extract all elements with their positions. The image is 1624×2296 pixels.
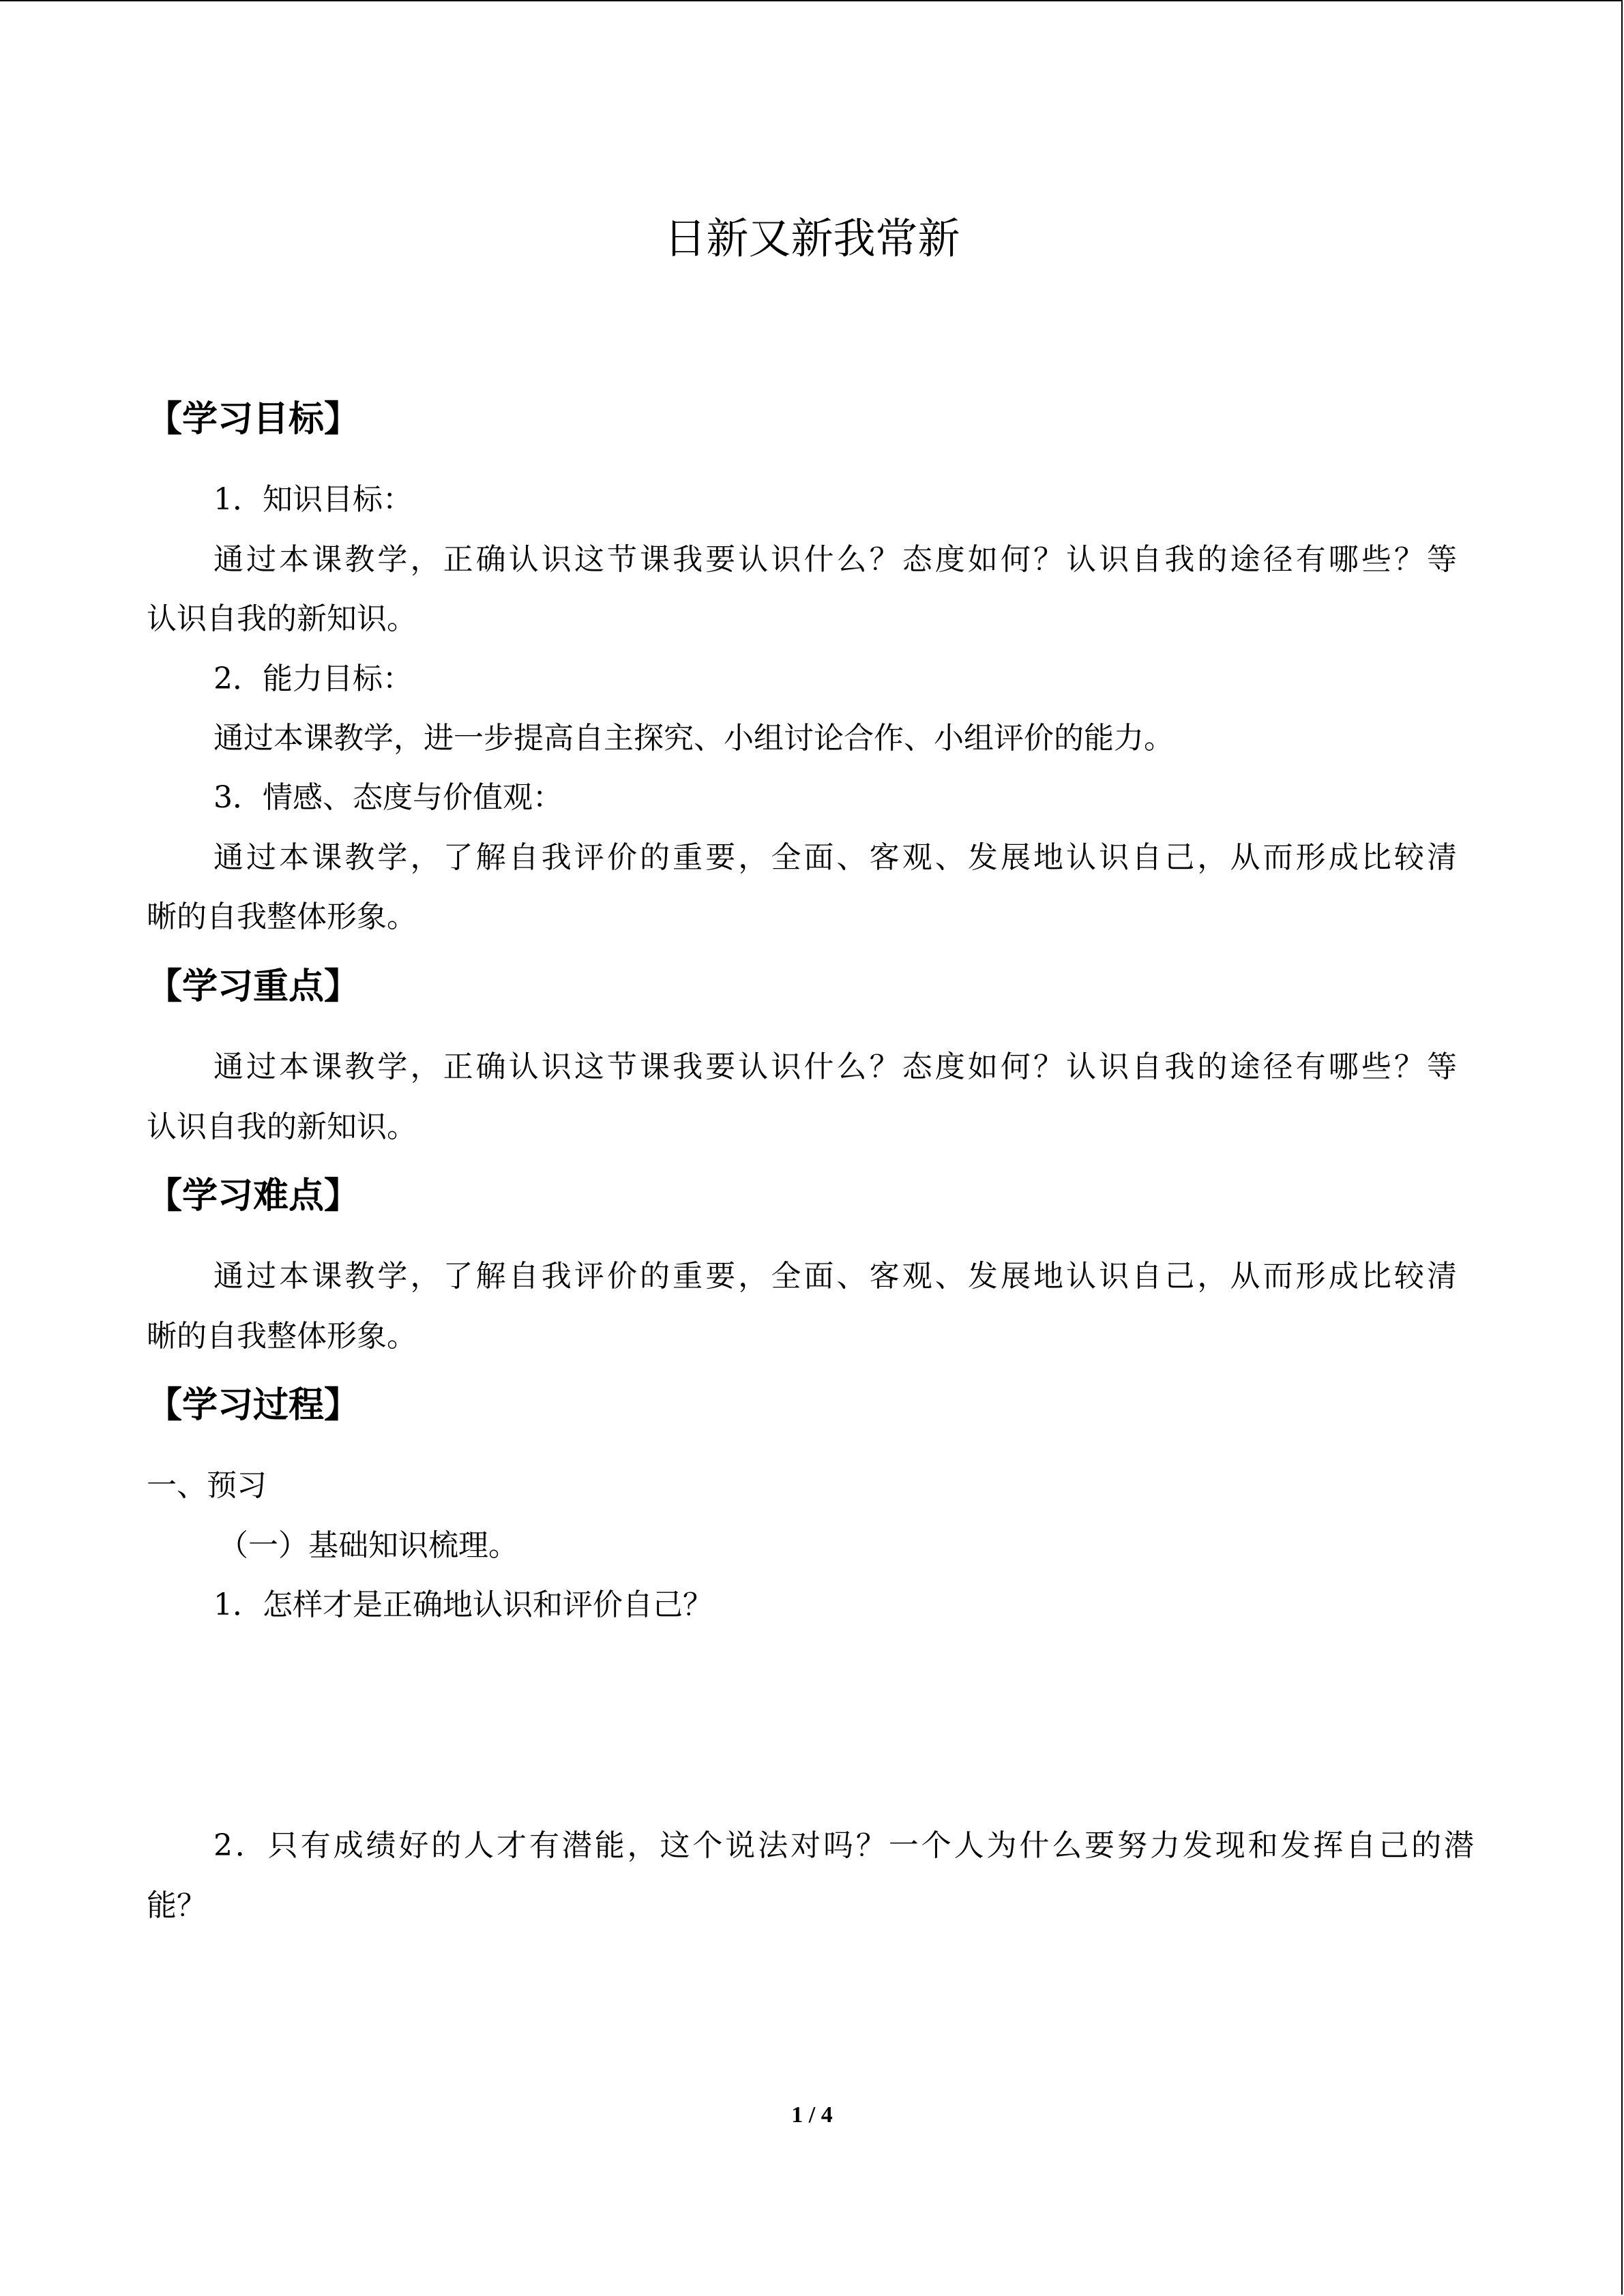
page-number: 1 / 4 — [791, 2102, 833, 2128]
key-points-text-line2: 认识自我的新知识。 — [147, 1109, 417, 1144]
objective-ability-label: 2．能力目标： — [213, 661, 413, 696]
objective-knowledge-label: 1．知识目标： — [213, 482, 413, 517]
objective-knowledge-text-line2: 认识自我的新知识。 — [147, 601, 417, 636]
objectives-heading: 【学习目标】 — [147, 399, 360, 440]
key-points-heading: 【学习重点】 — [147, 966, 360, 1007]
objective-knowledge-text-line1: 通过本课教学，正确认识这节课我要认识什么？态度如何？认识自我的途径有哪些？等 — [213, 542, 1457, 577]
objective-ability-text: 通过本课教学，进一步提高自主探究、小组讨论合作、小组评价的能力。 — [213, 721, 1174, 756]
question-2-line2: 能？ — [147, 1888, 207, 1923]
objective-emotion-label: 3．情感、态度与价值观： — [213, 780, 563, 815]
key-points-text-line1: 通过本课教学，正确认识这节课我要认识什么？态度如何？认识自我的途径有哪些？等 — [213, 1049, 1457, 1084]
question-1: 1．怎样才是正确地认识和评价自己？ — [213, 1587, 713, 1622]
process-heading: 【学习过程】 — [147, 1385, 360, 1426]
difficulties-text-line2: 晰的自我整体形象。 — [147, 1319, 417, 1354]
question-2-line1: 2．只有成绩好的人才有潜能，这个说法对吗？一个人为什么要努力发现和发挥自己的潜 — [213, 1828, 1474, 1863]
difficulties-heading: 【学习难点】 — [147, 1176, 360, 1217]
objective-emotion-text-line2: 晰的自我整体形象。 — [147, 899, 417, 934]
objective-emotion-text-line1: 通过本课教学，了解自我评价的重要，全面、客观、发展地认识自己，从而形成比较清 — [213, 840, 1457, 875]
document-title: 日新又新我常新 — [664, 213, 960, 263]
difficulties-text-line1: 通过本课教学，了解自我评价的重要，全面、客观、发展地认识自己，从而形成比较清 — [213, 1259, 1457, 1294]
process-part1: 一、预习 — [147, 1468, 267, 1503]
process-sub1: （一）基础知识梳理。 — [218, 1528, 518, 1563]
